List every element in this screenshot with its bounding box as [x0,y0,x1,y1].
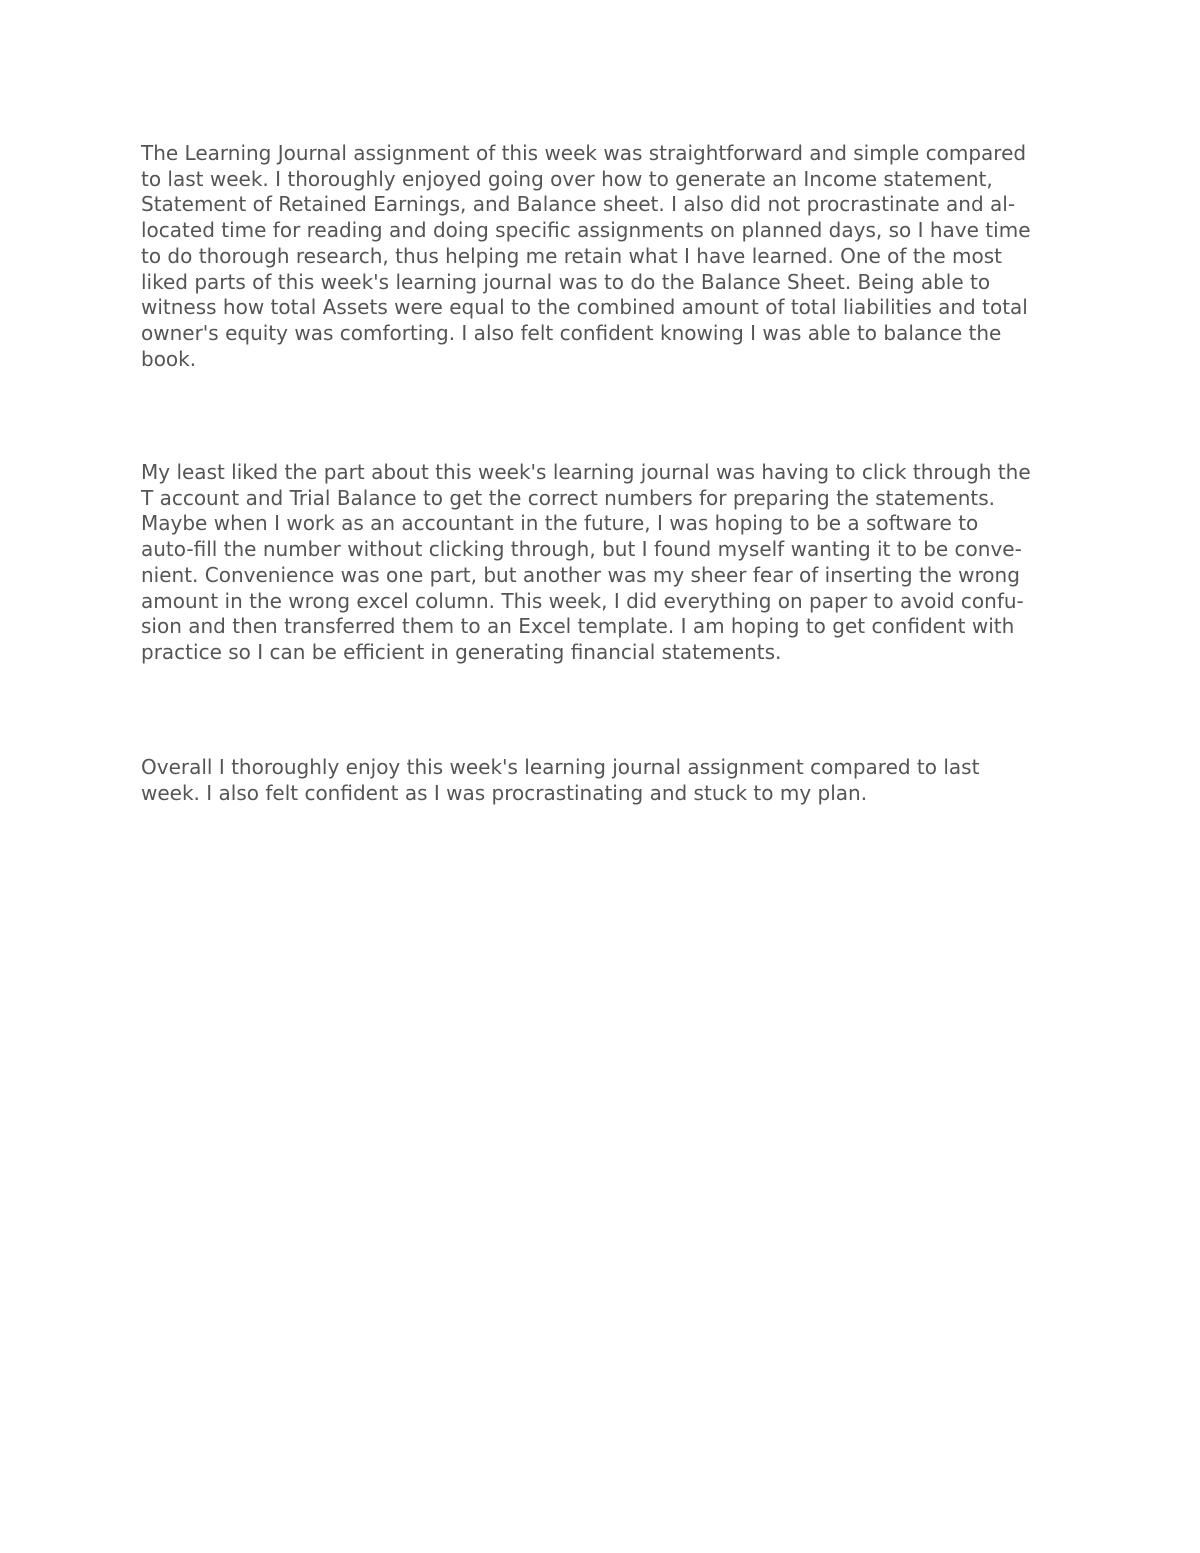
paragraph-line: The Learning Journal assignment of this week was straightforward and simple compared [141,141,1027,165]
paragraph-line: liked parts of this week's learning journal was to do the Balance Sheet. Being able to [141,269,991,294]
paragraph-line: located time for reading and doing specific assignments on planned days, so I have time [141,218,1031,243]
paragraph-line: Maybe when I work as an accountant in the future, I was hoping to be a software to [141,511,979,536]
paragraph-3 [141,755,1071,806]
paragraph-line: practice so I can be efficient in generating financial statements. [141,639,782,664]
paragraph-line: witness how total Assets were equal to the combined amount of total liabilities and total [141,295,1028,320]
paragraph-line: Statement of Retained Earnings, and Balance sheet. I also did not procrastinate and al- [141,192,1016,217]
paragraph-line: T account and Trial Balance to get the correct numbers for preparing the statements. [141,485,996,510]
paragraph-1 [141,141,1071,372]
paragraph-line: owner's equity was comforting. I also felt confident knowing I was able to balance the [141,320,1002,345]
paragraph-2 [141,460,1071,666]
paragraph-line: book. [141,346,197,371]
paragraph-line: sion and then transferred them to an Excel template. I am hoping to get confident with [141,614,1015,639]
paragraph-line: to do thorough research, thus helping me retain what I have learned. One of the most [141,243,1002,268]
paragraph-line: auto-fill the number without clicking through, but I found myself wanting it to be conve- [141,537,1022,562]
paragraph-line: Overall I thoroughly enjoy this week's learning journal assignment compared to last [141,755,980,779]
paragraph-line: week. I also felt confident as I was procrastinating and stuck to my plan. [141,780,868,805]
paragraph-line: to last week. I thoroughly enjoyed going over how to generate an Income statement, [141,166,993,191]
paragraph-line: nient. Convenience was one part, but another was my sheer fear of inserting the wrong [141,562,1020,587]
paragraph-line: My least liked the part about this week's learning journal was having to click through the [141,460,1031,484]
paragraph-line: amount in the wrong excel column. This week, I did everything on paper to avoid confu- [141,588,1024,613]
